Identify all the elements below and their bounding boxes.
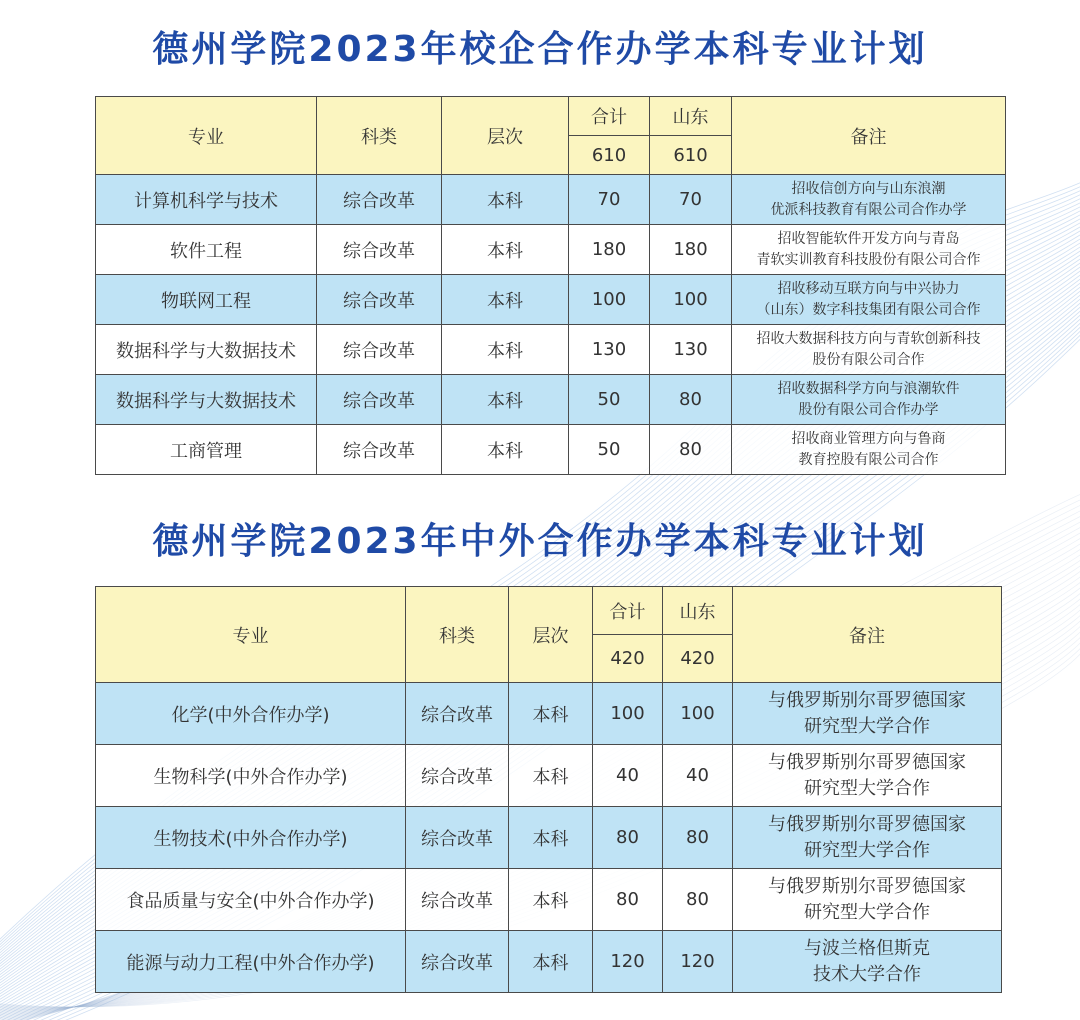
- cell-total: 120: [593, 931, 663, 993]
- cell-note: [732, 375, 1006, 425]
- cell-note: [733, 807, 1002, 869]
- cell-major: 物联网工程: [96, 275, 317, 325]
- total-sum: 420: [593, 635, 663, 683]
- cell-major: 食品质量与安全(中外合作办学): [96, 869, 406, 931]
- cell-major: 生物技术(中外合作办学): [96, 807, 406, 869]
- cell-note: [732, 425, 1006, 475]
- note-line-1: 与俄罗斯别尔哥罗德国家: [768, 751, 966, 773]
- cell-total: 40: [593, 745, 663, 807]
- cell-category: 综合改革: [317, 425, 442, 475]
- table-row: [96, 745, 1002, 807]
- header-total: 合计: [569, 97, 650, 136]
- cell-shandong: 100: [663, 683, 733, 745]
- note-line-2: 股份有限公司合作办学: [798, 401, 939, 418]
- cell-category: 综合改革: [406, 683, 509, 745]
- cell-note: [732, 225, 1006, 275]
- cell-total: 80: [593, 869, 663, 931]
- cell-major: 软件工程: [96, 225, 317, 275]
- cell-note: [732, 325, 1006, 375]
- cell-note: [733, 869, 1002, 931]
- note-line-1: 与俄罗斯别尔哥罗德国家: [768, 813, 966, 835]
- cell-note: [732, 275, 1006, 325]
- header-level: 层次: [509, 587, 593, 683]
- cell-category: 综合改革: [406, 931, 509, 993]
- table-row: [96, 807, 1002, 869]
- cell-shandong: 70: [650, 175, 732, 225]
- cell-level: 本科: [509, 869, 593, 931]
- cell-total: 50: [569, 425, 650, 475]
- cell-shandong: 100: [650, 275, 732, 325]
- cell-category: 综合改革: [317, 225, 442, 275]
- section1-title: 德州学院2023年校企合作办学本科专业计划: [152, 29, 928, 70]
- table-row: [96, 869, 1002, 931]
- table-row: [96, 275, 1006, 325]
- cell-note: [733, 931, 1002, 993]
- cell-total: 50: [569, 375, 650, 425]
- table-row: [96, 325, 1006, 375]
- cell-major: 计算机科学与技术: [96, 175, 317, 225]
- cell-total: 130: [569, 325, 650, 375]
- note-line-2: 优派科技教育有限公司合作办学: [770, 201, 967, 218]
- header-major: 专业: [96, 587, 406, 683]
- cell-level: 本科: [442, 175, 569, 225]
- header-shandong: 山东: [663, 587, 733, 635]
- header-major: 专业: [96, 97, 317, 175]
- header-total: 合计: [593, 587, 663, 635]
- cell-level: 本科: [509, 807, 593, 869]
- cell-total: 100: [569, 275, 650, 325]
- table2-body: [96, 683, 1002, 993]
- table-row: [96, 175, 1006, 225]
- cell-note: [732, 175, 1006, 225]
- cell-category: 综合改革: [317, 325, 442, 375]
- note-line-1: 与俄罗斯别尔哥罗德国家: [768, 875, 966, 897]
- cell-major: 化学(中外合作办学): [96, 683, 406, 745]
- cell-category: 综合改革: [406, 869, 509, 931]
- cell-shandong: 80: [650, 375, 732, 425]
- note-line-1: 招收数据科学方向与浪潮软件: [777, 380, 960, 397]
- cell-note: [733, 683, 1002, 745]
- cell-note: [733, 745, 1002, 807]
- cell-level: 本科: [442, 225, 569, 275]
- table-sino-foreign-plan: [95, 586, 1002, 993]
- table-enterprise-plan: [95, 96, 1006, 475]
- cell-major: 能源与动力工程(中外合作办学): [96, 931, 406, 993]
- cell-level: 本科: [442, 275, 569, 325]
- table1-body: [96, 175, 1006, 475]
- cell-total: 180: [569, 225, 650, 275]
- note-line-1: 招收移动互联方向与中兴协力: [777, 280, 960, 297]
- cell-category: 综合改革: [317, 375, 442, 425]
- cell-shandong: 80: [663, 869, 733, 931]
- cell-shandong: 80: [663, 807, 733, 869]
- cell-level: 本科: [509, 745, 593, 807]
- cell-shandong: 130: [650, 325, 732, 375]
- cell-category: 综合改革: [317, 275, 442, 325]
- cell-category: 综合改革: [317, 175, 442, 225]
- shandong-sum: 420: [663, 635, 733, 683]
- total-sum: 610: [569, 136, 650, 175]
- cell-major: 数据科学与大数据技术: [96, 325, 317, 375]
- cell-shandong: 180: [650, 225, 732, 275]
- note-line-2: 研究型大学合作: [804, 777, 930, 799]
- note-line-2: （山东）数字科技集团有限公司合作: [756, 301, 981, 318]
- cell-total: 70: [569, 175, 650, 225]
- cell-level: 本科: [509, 931, 593, 993]
- cell-level: 本科: [442, 425, 569, 475]
- cell-shandong: 40: [663, 745, 733, 807]
- note-line-2: 研究型大学合作: [804, 901, 930, 923]
- cell-shandong: 120: [663, 931, 733, 993]
- section2-title: 德州学院2023年中外合作办学本科专业计划: [152, 521, 928, 562]
- note-line-1: 与波兰格但斯克: [804, 937, 930, 959]
- note-line-1: 招收信创方向与山东浪潮: [791, 180, 946, 197]
- note-line-2: 青软实训教育科技股份有限公司合作: [756, 251, 981, 268]
- table-row: [96, 931, 1002, 993]
- cell-shandong: 80: [650, 425, 732, 475]
- cell-category: 综合改革: [406, 745, 509, 807]
- cell-total: 80: [593, 807, 663, 869]
- cell-level: 本科: [442, 375, 569, 425]
- note-line-2: 研究型大学合作: [804, 715, 930, 737]
- header-note: 备注: [732, 97, 1006, 175]
- cell-level: 本科: [442, 325, 569, 375]
- cell-major: 工商管理: [96, 425, 317, 475]
- header-category: 科类: [317, 97, 442, 175]
- cell-total: 100: [593, 683, 663, 745]
- note-line-1: 招收商业管理方向与鲁商: [791, 430, 946, 447]
- header-category: 科类: [406, 587, 509, 683]
- table-row: [96, 375, 1006, 425]
- header-shandong: 山东: [650, 97, 732, 136]
- table-row: [96, 225, 1006, 275]
- header-note: 备注: [733, 587, 1002, 683]
- table-row: [96, 425, 1006, 475]
- note-line-2: 技术大学合作: [813, 963, 921, 985]
- note-line-2: 研究型大学合作: [804, 839, 930, 861]
- header-level: 层次: [442, 97, 569, 175]
- cell-major: 生物科学(中外合作办学): [96, 745, 406, 807]
- note-line-2: 股份有限公司合作: [812, 351, 925, 368]
- cell-level: 本科: [509, 683, 593, 745]
- table-row: [96, 683, 1002, 745]
- note-line-1: 招收大数据科技方向与青软创新科技: [756, 330, 981, 347]
- note-line-2: 教育控股有限公司合作: [798, 451, 939, 468]
- cell-major: 数据科学与大数据技术: [96, 375, 317, 425]
- cell-category: 综合改革: [406, 807, 509, 869]
- note-line-1: 招收智能软件开发方向与青岛: [777, 230, 960, 247]
- note-line-1: 与俄罗斯别尔哥罗德国家: [768, 689, 966, 711]
- shandong-sum: 610: [650, 136, 732, 175]
